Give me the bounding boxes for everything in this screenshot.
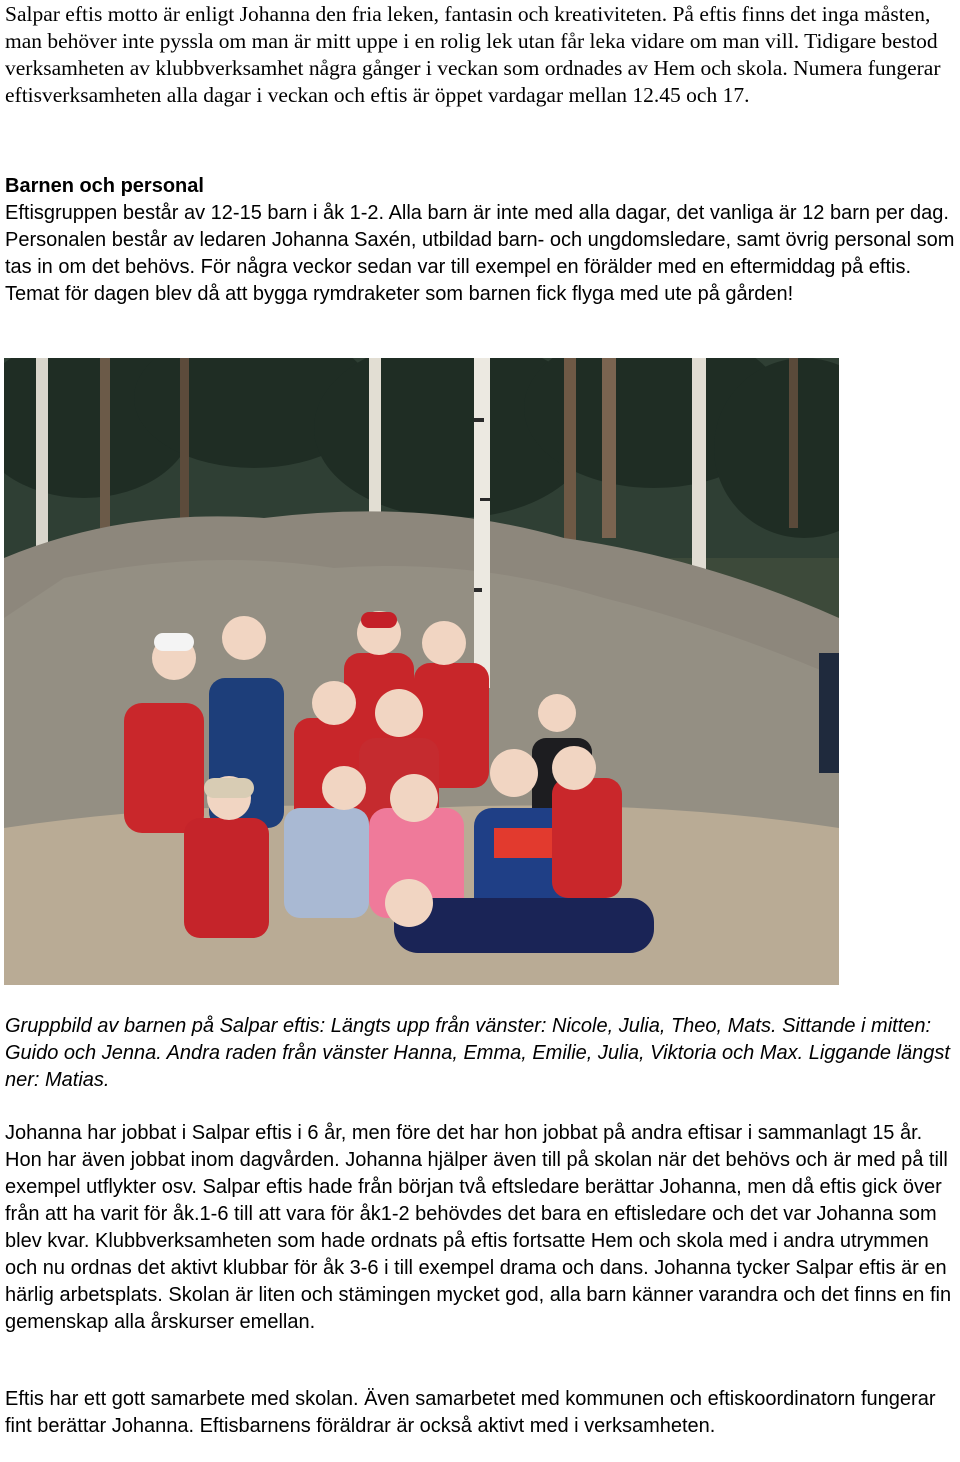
photo-caption: Gruppbild av barnen på Salpar eftis: Längts upp från vänster: Nicole, Julia, Theo, Mats. Sittande i mitten: Guido och Jenna. Andra raden från vänster Hanna, Emma, Emilie, Julia, Viktoria och Max. Liggande längst ner: Matias. bbox=[5, 1015, 950, 1091]
johanna-paragraph: Johanna har jobbat i Salpar eftis i 6 år, men före det har hon jobbat på andra eftisar i sammanlagt 15 år. Hon har även jobbat inom dagvården. Johanna hjälper även till på skolan när det behövs och är med på till exempel utflykter osv. Salpar eftis hade från början två eftsledare berättar Johanna, men då eftis gick över från att ha varit för åk.1-6 till att vara för åk1-2 behövdes det bara en eftisledare och det var Johanna som blev kvar. Klubbverksamheten som hade ordnats på eftis fortsatte Hem och skola med i andra utrymmen och nu ordnas det aktivt klubbar för åk 3-6 i till exempel drama och dans. Johanna tycker Salpar eftis är en härlig arbetsplats. Skolan är liten och stämingen mycket god, alla barn känner varandra och det finns en fin gemenskap alla årskurser emellan. bbox=[5, 1122, 952, 1333]
section-heading: Barnen och personal bbox=[5, 175, 204, 197]
group-photo-illustration bbox=[4, 358, 839, 985]
waste-bin bbox=[819, 653, 839, 773]
intro-paragraph: Salpar eftis motto är enligt Johanna den fria leken, fantasin och kreativiteten. På eftis finns det inga måsten, man behöver inte pyssla om man är mitt uppe i en rolig lek utan får leka vidare om man vill. Tidigare bestod verksamheten av klubbverksamhet några gånger i veckan som ordnades av Hem och skola. Numera fungerar eftisverksamheten alla dagar i veckan och eftis är öppet vardagar mellan 12.45 och 17. bbox=[5, 2, 941, 107]
birch-tree bbox=[474, 358, 490, 688]
staff-paragraph: Eftisgruppen består av 12-15 barn i åk 1-2. Alla barn är inte med alla dagar, det vanliga är 12 barn per dag. Personalen består av ledaren Johanna Saxén, utbildad barn- och ungdomsledare, samt övrig personal som tas in om det behövs. För några veckor sedan var till exempel en förälder med en eftermiddag på eftis. Temat för dagen blev då att bygga rymdraketer som barnen fick flyga med ute på gården! bbox=[5, 202, 955, 305]
cooperation-paragraph: Eftis har ett gott samarbete med skolan. Även samarbetet med kommunen och eftiskoordinatorn fungerar fint berättar Johanna. Eftisbarnens föräldrar är också aktivt med i verksamheten. bbox=[5, 1388, 936, 1437]
group-photo bbox=[4, 358, 839, 985]
